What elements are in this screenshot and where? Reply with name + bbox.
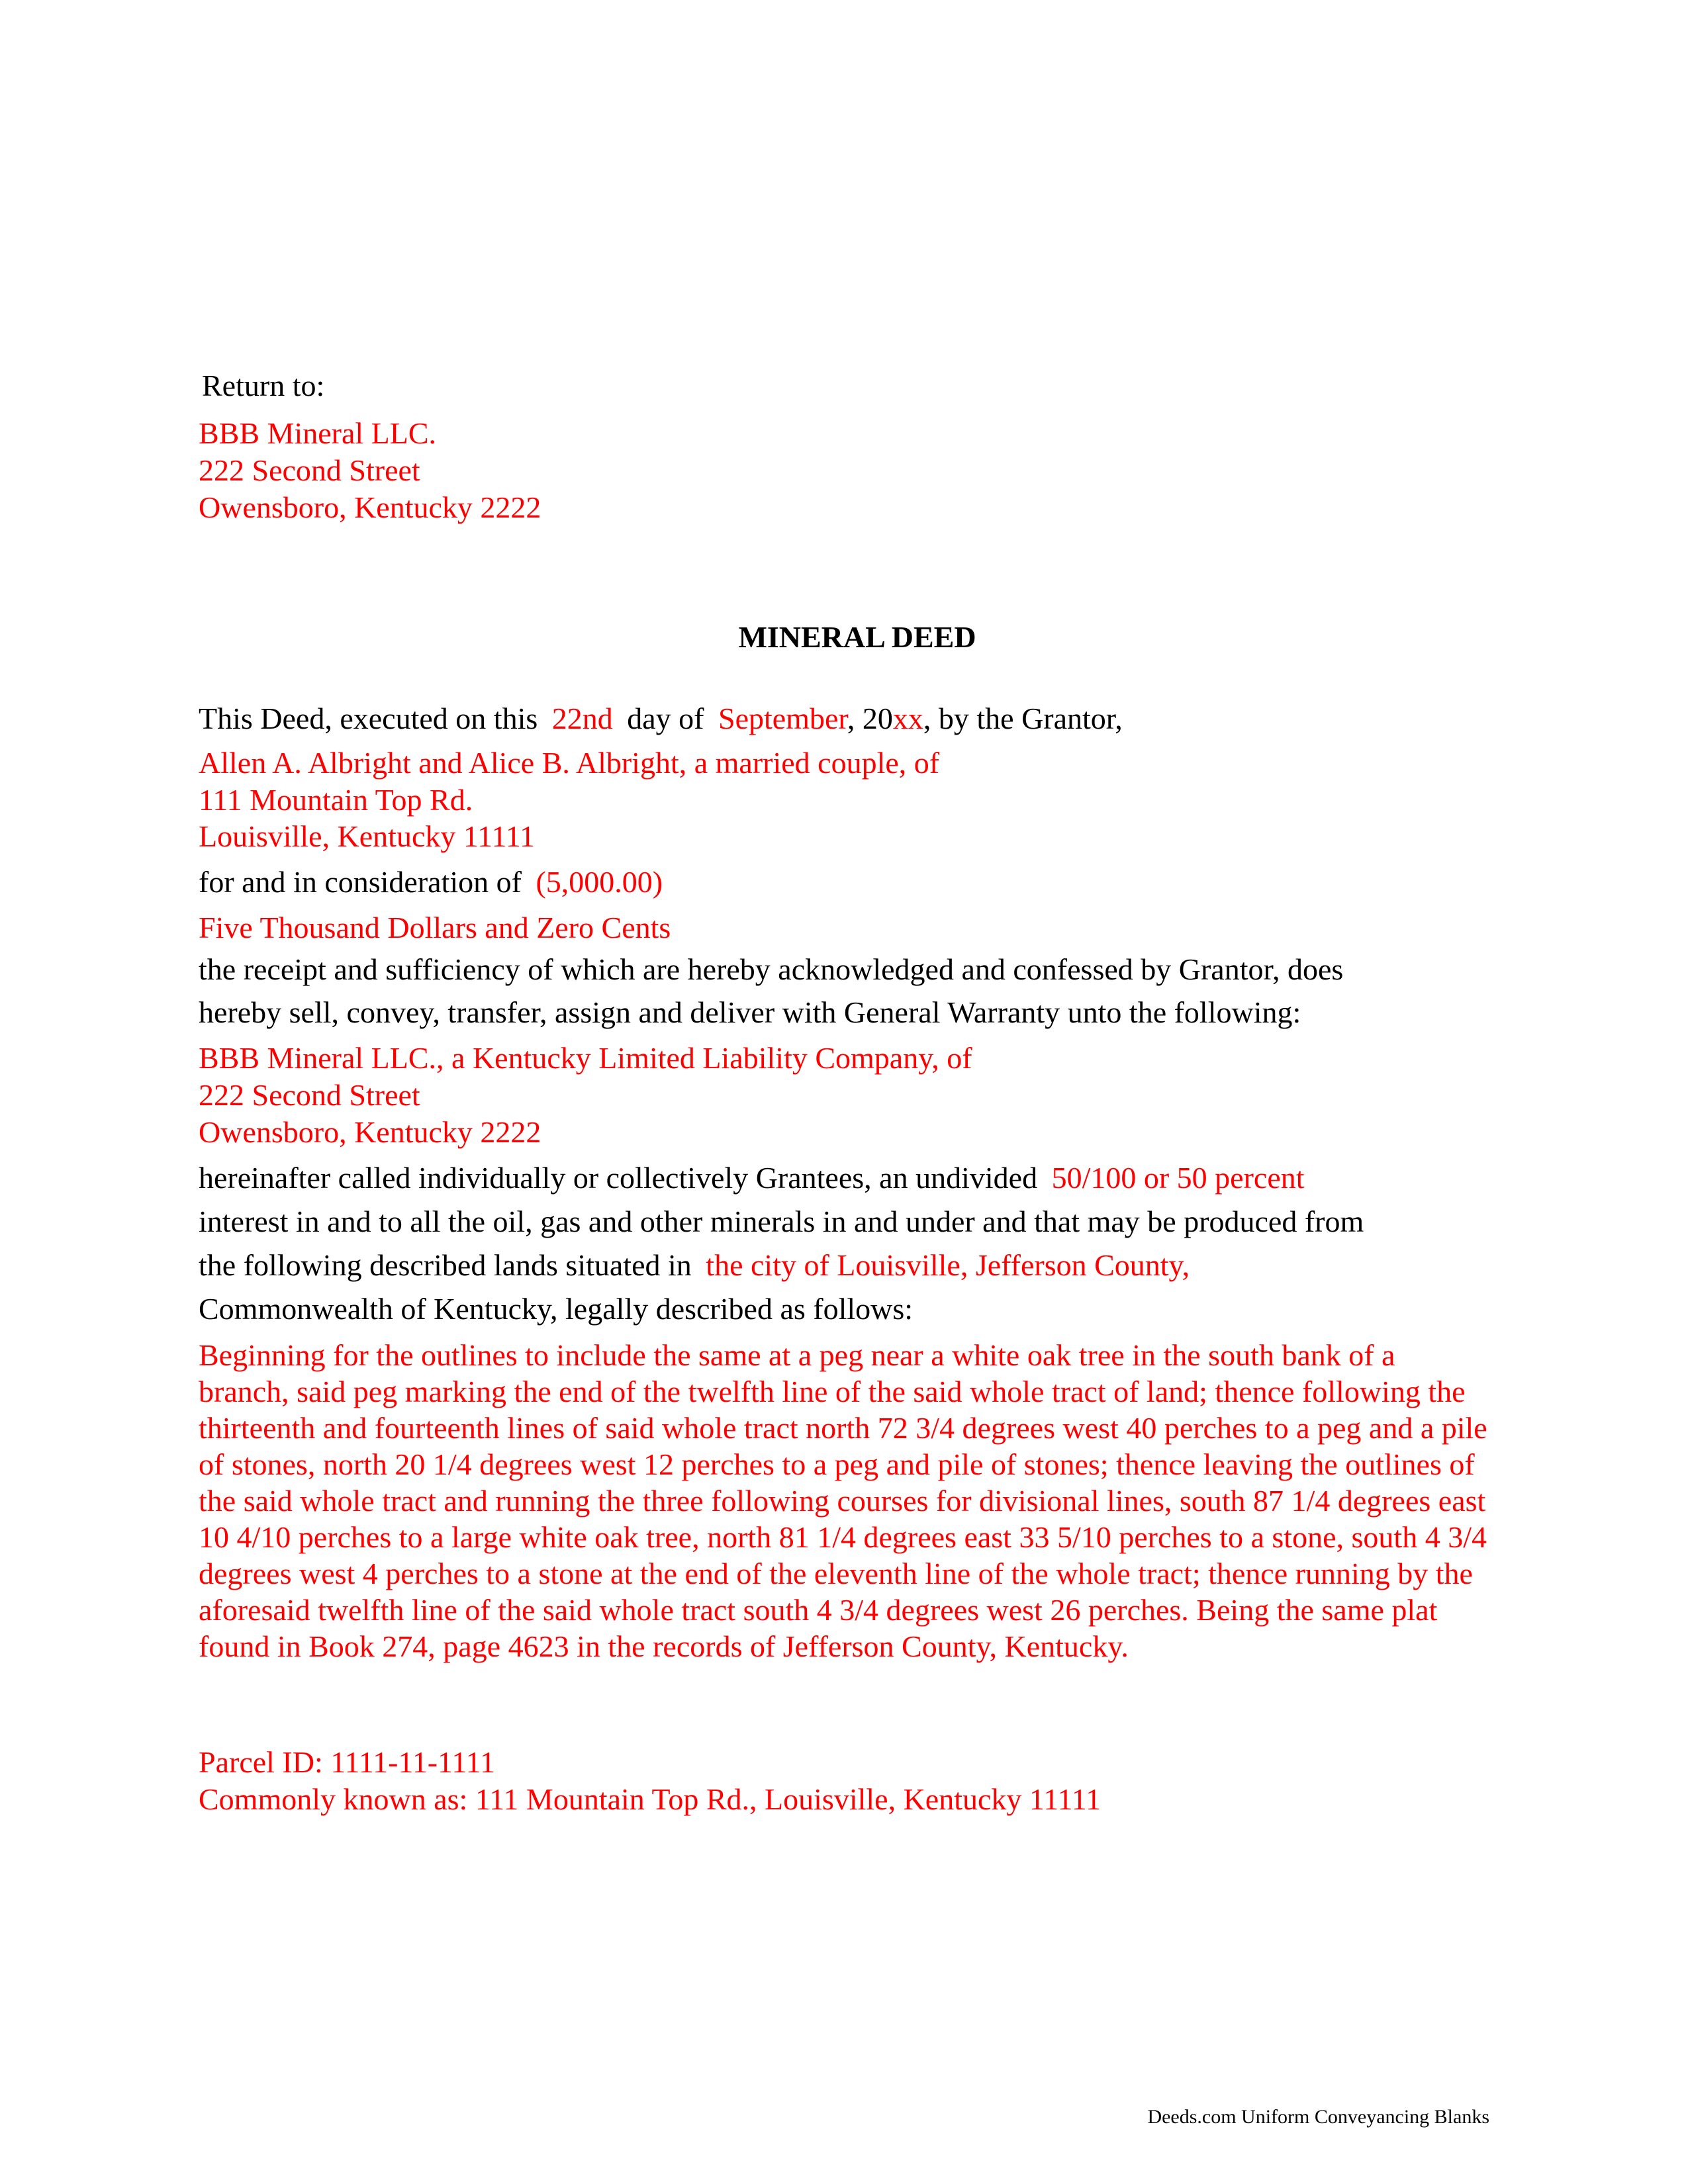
- return-to-street: 222 Second Street: [199, 453, 420, 487]
- execution-suffix: , by the Grantor,: [923, 702, 1123, 735]
- return-to-city: Owensboro, Kentucky 2222: [199, 490, 541, 524]
- consideration-prefix: for and in consideration of: [199, 865, 522, 899]
- grantee-city: Owensboro, Kentucky 2222: [199, 1115, 541, 1149]
- interest-line-2: interest in and to all the oil, gas and other minerals in and under and that may be produced from: [199, 1205, 1364, 1238]
- execution-month: September: [718, 702, 847, 735]
- interest-line-3-prefix: the following described lands situated in: [199, 1248, 692, 1282]
- interest-prefix: hereinafter called individually or collectively Grantees, an undivided: [199, 1161, 1038, 1195]
- return-to-label: Return to:: [202, 369, 325, 402]
- execution-day-of: day of: [627, 702, 704, 735]
- grantee-street: 222 Second Street: [199, 1078, 420, 1112]
- consideration-amount: (5,000.00): [536, 865, 663, 899]
- consideration-words: Five Thousand Dollars and Zero Cents: [199, 911, 671, 944]
- conveyance-line-2: hereby sell, convey, transfer, assign and deliver with General Warranty unto the following:: [199, 995, 1301, 1029]
- execution-prefix: This Deed, executed on this: [199, 702, 538, 735]
- interest-location: the city of Louisville, Jefferson County,: [706, 1248, 1190, 1282]
- execution-year-prefix: , 20: [847, 702, 893, 735]
- execution-day: 22nd: [551, 702, 613, 735]
- interest-share: 50/100 or 50 percent: [1051, 1161, 1305, 1195]
- interest-line-1: [199, 1160, 1305, 1197]
- parcel-id: Parcel ID: 1111-11-1111: [199, 1745, 495, 1779]
- interest-line-3: [199, 1247, 1190, 1284]
- document-title: MINERAL DEED: [738, 620, 976, 654]
- grantor-street: 111 Mountain Top Rd.: [199, 783, 473, 817]
- return-to-name: BBB Mineral LLC.: [199, 416, 437, 450]
- footer-credit: Deeds.com Uniform Conveyancing Blanks: [1147, 2106, 1489, 2128]
- commonly-known-as: Commonly known as: 111 Mountain Top Rd., Louisville, Kentucky 11111: [199, 1782, 1102, 1816]
- interest-line-4: Commonwealth of Kentucky, legally described as follows:: [199, 1292, 914, 1326]
- execution-year-suffix: xx: [892, 702, 923, 735]
- execution-line: [199, 700, 1123, 737]
- grantee-name: BBB Mineral LLC., a Kentucky Limited Liability Company, of: [199, 1041, 972, 1075]
- legal-description: Beginning for the outlines to include the same at a peg near a white oak tree in the south bank of a branch, said peg marking the end of the twelfth line of the said whole tract of land; thence following the thirteenth and fourteenth lines of said whole tract north 72 3/4 degrees west 40 perches to a peg and a pile of stones, north 20 1/4 degrees west 12 perches to a peg and pile of stones; thence leaving the outlines of the said whole tract and running the three following courses for divisional lines, south 87 1/4 degrees east 10 4/10 perches to a large white oak tree, north 81 1/4 degrees east 33 5/10 perches to a stone, south 4 3/4 degrees west 4 perches to a stone at the end of the eleventh line of the whole tract; thence running by the aforesaid twelfth line of the said whole tract south 4 3/4 degrees west 26 perches. Being the same plat found in Book 274, page 4623 in the records of Jefferson County, Kentucky.: [199, 1338, 1487, 1663]
- conveyance-line-1: the receipt and sufficiency of which are hereby acknowledged and confessed by Grantor, does: [199, 952, 1344, 986]
- consideration-line: [199, 864, 663, 901]
- grantor-name: Allen A. Albright and Alice B. Albright, a married couple, of: [199, 746, 940, 780]
- grantor-city: Louisville, Kentucky 11111: [199, 819, 536, 853]
